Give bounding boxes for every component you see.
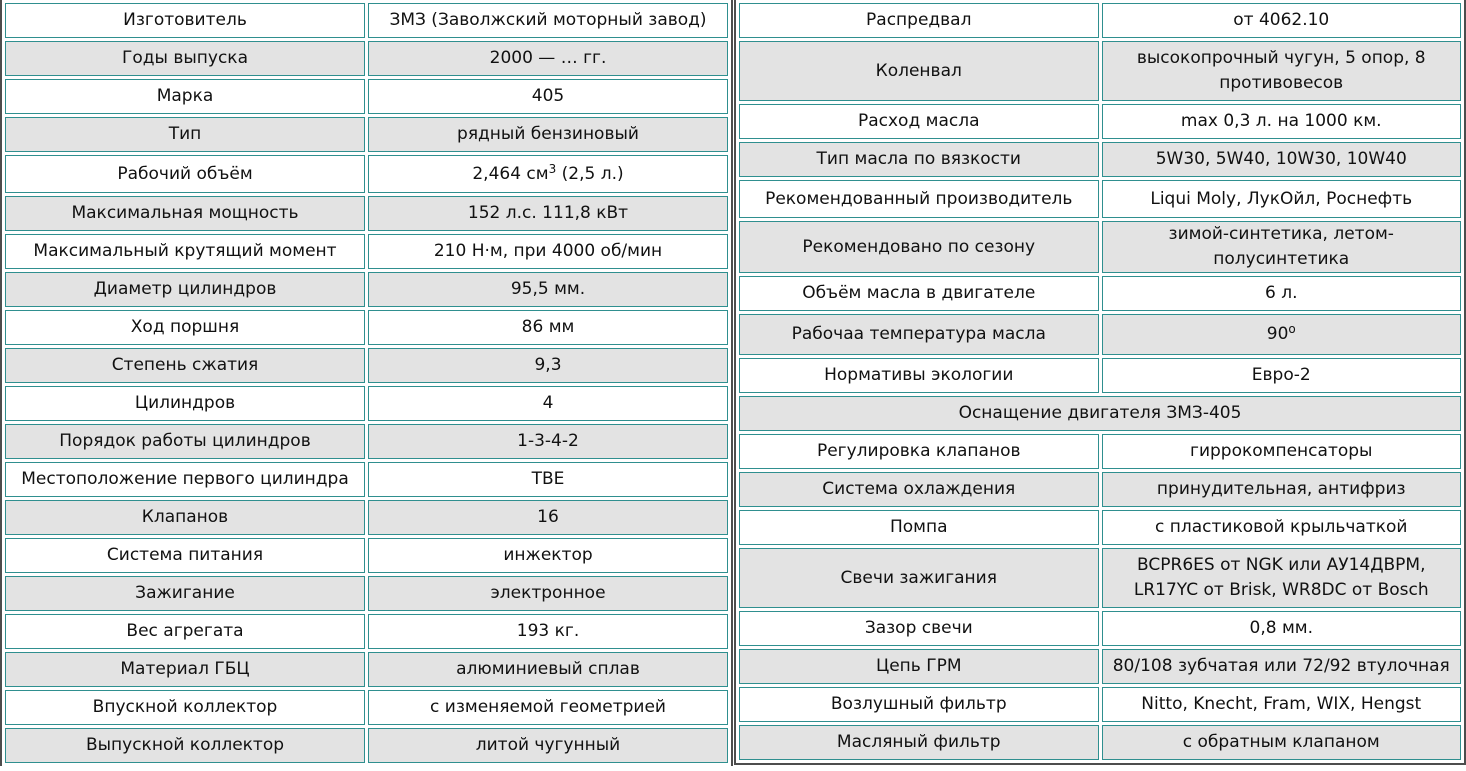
spec-value: гиррокомпенсаторы bbox=[1102, 434, 1462, 469]
spec-value: высокопрочный чугун, 5 опор, 8 противовесов bbox=[1102, 41, 1462, 101]
spec-label: Рекомендовано по сезону bbox=[739, 221, 1099, 273]
spec-value: 9,3 bbox=[368, 348, 728, 383]
section-header-row bbox=[739, 396, 1461, 431]
table-row bbox=[5, 310, 728, 345]
engine-specs-table-left bbox=[0, 0, 733, 766]
table-row bbox=[739, 611, 1461, 646]
table-row bbox=[739, 221, 1461, 273]
spec-label: Тип масла по вязкости bbox=[739, 142, 1099, 177]
table-row bbox=[5, 196, 728, 231]
spec-label: Зазор свечи bbox=[739, 611, 1099, 646]
table-row bbox=[5, 424, 728, 459]
spec-label: Рабочаа температура масла bbox=[739, 314, 1099, 355]
spec-label: Вес агрегата bbox=[5, 614, 365, 649]
table-row bbox=[5, 117, 728, 152]
spec-value: литой чугунный bbox=[368, 728, 728, 763]
spec-value: max 0,3 л. на 1000 км. bbox=[1102, 104, 1462, 139]
spec-value: инжектор bbox=[368, 538, 728, 573]
spec-label: Клапанов bbox=[5, 500, 365, 535]
spec-label: Цилиндров bbox=[5, 386, 365, 421]
spec-value: 16 bbox=[368, 500, 728, 535]
table-row bbox=[5, 3, 728, 38]
table-row bbox=[739, 276, 1461, 311]
table-row bbox=[739, 41, 1461, 101]
table-row bbox=[5, 652, 728, 687]
table-row bbox=[5, 462, 728, 497]
spec-label: Тип bbox=[5, 117, 365, 152]
table-row bbox=[739, 548, 1461, 608]
engine-specs-table-right bbox=[734, 0, 1466, 765]
volume-value: 2,464 см bbox=[472, 163, 549, 184]
spec-value: с пластиковой крыльчаткой bbox=[1102, 510, 1462, 545]
table-row bbox=[5, 348, 728, 383]
spec-value: 1-3-4-2 bbox=[368, 424, 728, 459]
spec-label: Марка bbox=[5, 79, 365, 114]
spec-value: Евро-2 bbox=[1102, 358, 1462, 393]
spec-label: Максимальный крутящий момент bbox=[5, 234, 365, 269]
temperature-value: 90 bbox=[1266, 324, 1289, 344]
table-row bbox=[739, 142, 1461, 177]
spec-label: Возлушный фильтр bbox=[739, 687, 1099, 722]
spec-value: электронное bbox=[368, 576, 728, 611]
table-row bbox=[5, 614, 728, 649]
spec-label: Нормативы экологии bbox=[739, 358, 1099, 393]
volume-liters: (2,5 л.) bbox=[556, 163, 624, 184]
table-row bbox=[5, 386, 728, 421]
spec-value: 86 мм bbox=[368, 310, 728, 345]
spec-value: 6 л. bbox=[1102, 276, 1462, 311]
spec-label: Изготовитель bbox=[5, 3, 365, 38]
table-row bbox=[5, 576, 728, 611]
spec-value: 5W30, 5W40, 10W30, 10W40 bbox=[1102, 142, 1462, 177]
spec-label: Диаметр цилиндров bbox=[5, 272, 365, 307]
spec-label: Местоположение первого цилиндра bbox=[5, 462, 365, 497]
spec-label: Рекомендованный производитель bbox=[739, 180, 1099, 218]
spec-label: Распредвал bbox=[739, 3, 1099, 38]
table-row bbox=[739, 472, 1461, 507]
spec-value: 2000 — … гг. bbox=[368, 41, 728, 76]
table-row bbox=[5, 690, 728, 725]
spec-value: ЗМЗ (Заволжский моторный завод) bbox=[368, 3, 728, 38]
table-row bbox=[5, 538, 728, 573]
spec-label: Впускной коллектор bbox=[5, 690, 365, 725]
table-row bbox=[739, 104, 1461, 139]
spec-label: Система охлаждения bbox=[739, 472, 1099, 507]
spec-label: Материал ГБЦ bbox=[5, 652, 365, 687]
table-row bbox=[5, 41, 728, 76]
spec-value: ТВЕ bbox=[368, 462, 728, 497]
spec-label: Регулировка клапанов bbox=[739, 434, 1099, 469]
spec-label: Степень сжатия bbox=[5, 348, 365, 383]
table-row bbox=[739, 687, 1461, 722]
spec-value: с обратным клапаном bbox=[1102, 725, 1462, 760]
spec-value: 210 Н·м, при 4000 об/мин bbox=[368, 234, 728, 269]
degree-superscript: o bbox=[1288, 322, 1296, 336]
spec-label: Масляный фильтр bbox=[739, 725, 1099, 760]
spec-value: 80/108 зубчатая или 72/92 втулочная bbox=[1102, 649, 1462, 684]
table-row bbox=[5, 234, 728, 269]
spec-value: 4 bbox=[368, 386, 728, 421]
spec-value: 405 bbox=[368, 79, 728, 114]
spec-label: Рабочий объём bbox=[5, 155, 365, 193]
table-row bbox=[739, 3, 1461, 38]
table-row bbox=[739, 725, 1461, 760]
spec-value: 0,8 мм. bbox=[1102, 611, 1462, 646]
spec-value: 95,5 мм. bbox=[368, 272, 728, 307]
spec-label: Цепь ГРМ bbox=[739, 649, 1099, 684]
spec-value: BCPR6ES от NGK или АУ14ДВРМ, LR17YC от Brisk, WR8DC от Bosch bbox=[1102, 548, 1462, 608]
spec-label: Порядок работы цилиндров bbox=[5, 424, 365, 459]
table-row bbox=[739, 434, 1461, 469]
table-row bbox=[739, 314, 1461, 355]
table-row bbox=[739, 180, 1461, 218]
section-header: Оснащение двигателя ЗМЗ-405 bbox=[739, 396, 1461, 431]
spec-label: Система питания bbox=[5, 538, 365, 573]
spec-value: принудительная, антифриз bbox=[1102, 472, 1462, 507]
spec-label: Помпа bbox=[739, 510, 1099, 545]
spec-value: рядный бензиновый bbox=[368, 117, 728, 152]
table-row bbox=[5, 728, 728, 763]
spec-label: Годы выпуска bbox=[5, 41, 365, 76]
spec-label: Коленвал bbox=[739, 41, 1099, 101]
table-row bbox=[5, 500, 728, 535]
spec-value: Nitto, Knecht, Fram, WIX, Hengst bbox=[1102, 687, 1462, 722]
spec-label: Расход масла bbox=[739, 104, 1099, 139]
spec-value: от 4062.10 bbox=[1102, 3, 1462, 38]
spec-value: 193 кг. bbox=[368, 614, 728, 649]
spec-value bbox=[1102, 314, 1462, 355]
volume-unit-superscript: 3 bbox=[548, 161, 557, 176]
table-row bbox=[5, 272, 728, 307]
spec-label: Свечи зажигания bbox=[739, 548, 1099, 608]
spec-value: зимой-синтетика, летом-полусинтетика bbox=[1102, 221, 1462, 273]
table-row bbox=[739, 358, 1461, 393]
table-row bbox=[5, 79, 728, 114]
spec-value: алюминиевый сплав bbox=[368, 652, 728, 687]
table-row bbox=[5, 155, 728, 193]
spec-value: 152 л.с. 111,8 кВт bbox=[368, 196, 728, 231]
spec-value bbox=[368, 155, 728, 193]
table-row bbox=[739, 649, 1461, 684]
spec-label: Объём масла в двигателе bbox=[739, 276, 1099, 311]
spec-value: с изменяемой геометрией bbox=[368, 690, 728, 725]
spec-label: Выпускной коллектор bbox=[5, 728, 365, 763]
spec-value: Liqui Moly, ЛукОйл, Роснефть bbox=[1102, 180, 1462, 218]
spec-label: Зажигание bbox=[5, 576, 365, 611]
spec-label: Максимальная мощность bbox=[5, 196, 365, 231]
table-row bbox=[739, 510, 1461, 545]
spec-label: Ход поршня bbox=[5, 310, 365, 345]
